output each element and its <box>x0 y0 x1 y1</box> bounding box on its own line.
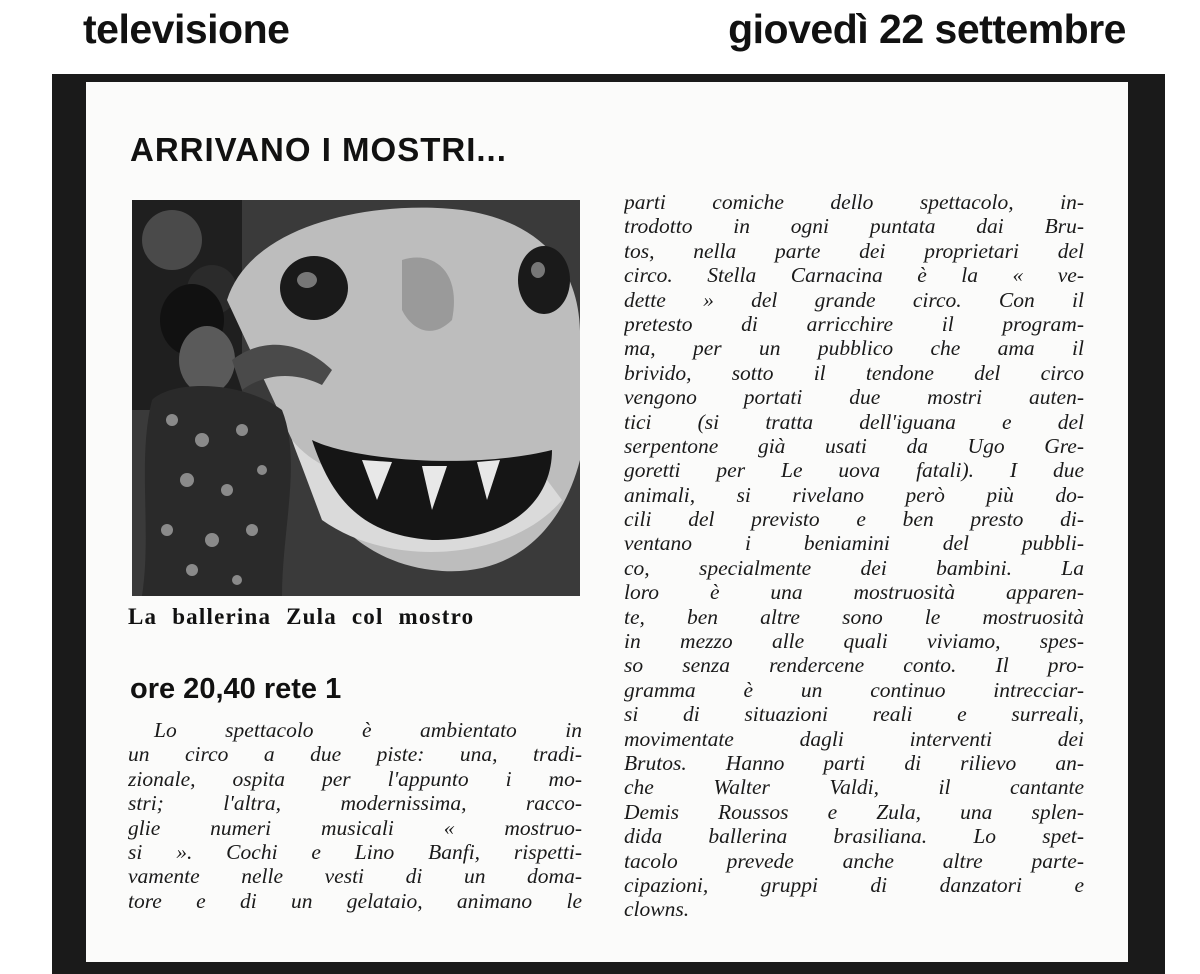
text-line: dida ballerina brasiliana. Lo spet- <box>624 824 1084 849</box>
monster-dancer-photo <box>132 200 580 596</box>
text-line: si ». Cochi e Lino Banfi, rispetti- <box>128 839 582 864</box>
text-line: gramma è un continuo intrecciar- <box>624 677 1084 702</box>
text-line: un circo a due piste: una, tradi- <box>128 742 582 767</box>
article-column-right <box>624 190 1084 922</box>
text-line: tici (si tratta dell'iguana e del <box>624 409 1084 434</box>
text-line: in mezzo alle quali viviamo, spes- <box>624 629 1084 654</box>
text-line: Demis Roussos e Zula, una splen- <box>624 799 1084 824</box>
text-line: goretti per Le uova fatali). I due <box>624 458 1084 483</box>
text-line: circo. Stella Carnacina è la « ve- <box>624 263 1084 288</box>
text-line: zionale, ospita per l'appunto i mo- <box>128 766 582 791</box>
text-line: te, ben altre sono le mostruosità <box>624 604 1084 629</box>
text-line: cili del previsto e ben presto di- <box>624 507 1084 532</box>
text-line: animali, si rivelano però più do- <box>624 482 1084 507</box>
issue-date: giovedì 22 settembre <box>728 6 1126 52</box>
text-line: loro è una mostruosità apparen- <box>624 580 1084 605</box>
text-line: vengono portati due mostri auten- <box>624 385 1084 410</box>
text-line: so senza rendercene conto. Il pro- <box>624 653 1084 678</box>
text-line: pretesto di arricchire il program- <box>624 311 1084 336</box>
text-line: co, specialmente dei bambini. La <box>624 555 1084 580</box>
text-line: cipazioni, gruppi di danzatori e <box>624 872 1084 897</box>
text-line: glie numeri musicali « mostruo- <box>128 815 582 840</box>
text-line: serpentone già usati da Ugo Gre- <box>624 433 1084 458</box>
text-line: tos, nella parte dei proprietari del <box>624 238 1084 263</box>
text-line: ventano i beniamini del pubbli- <box>624 531 1084 556</box>
text-line: stri; l'altra, modernissima, racco- <box>128 791 582 816</box>
article-headline: ARRIVANO I MOSTRI... <box>130 131 507 168</box>
text-line: Lo spettacolo è ambientato in <box>154 718 582 742</box>
text-line: clowns. <box>624 897 690 922</box>
text-line: movimentate dagli interventi dei <box>624 726 1084 751</box>
text-line: ma, per un pubblico che ama il <box>624 336 1084 361</box>
article-photo <box>132 200 580 596</box>
text-line: tore e di un gelataio, animano le <box>128 888 582 913</box>
text-line: trodotto in ogni puntata dai Bru- <box>624 214 1084 239</box>
text-line: che Walter Valdi, il cantante <box>624 775 1084 800</box>
text-line: dette » del grande circo. Con il <box>624 287 1084 312</box>
article-column-left <box>128 718 582 913</box>
text-line: vamente nelle vesti di un doma- <box>128 864 582 889</box>
section-title: televisione <box>83 6 290 52</box>
text-line: brivido, sotto il tendone del circo <box>624 360 1084 385</box>
text-line: parti comiche dello spettacolo, in- <box>624 190 1084 214</box>
text-line: tacolo prevede anche altre parte- <box>624 848 1084 873</box>
text-line: si di situazioni reali e surreali, <box>624 702 1084 727</box>
text-line: Brutos. Hanno parti di rilievo an- <box>624 750 1084 775</box>
broadcast-time: ore 20,40 rete 1 <box>130 673 342 705</box>
photo-caption: La ballerina Zula col mostro <box>128 604 475 629</box>
